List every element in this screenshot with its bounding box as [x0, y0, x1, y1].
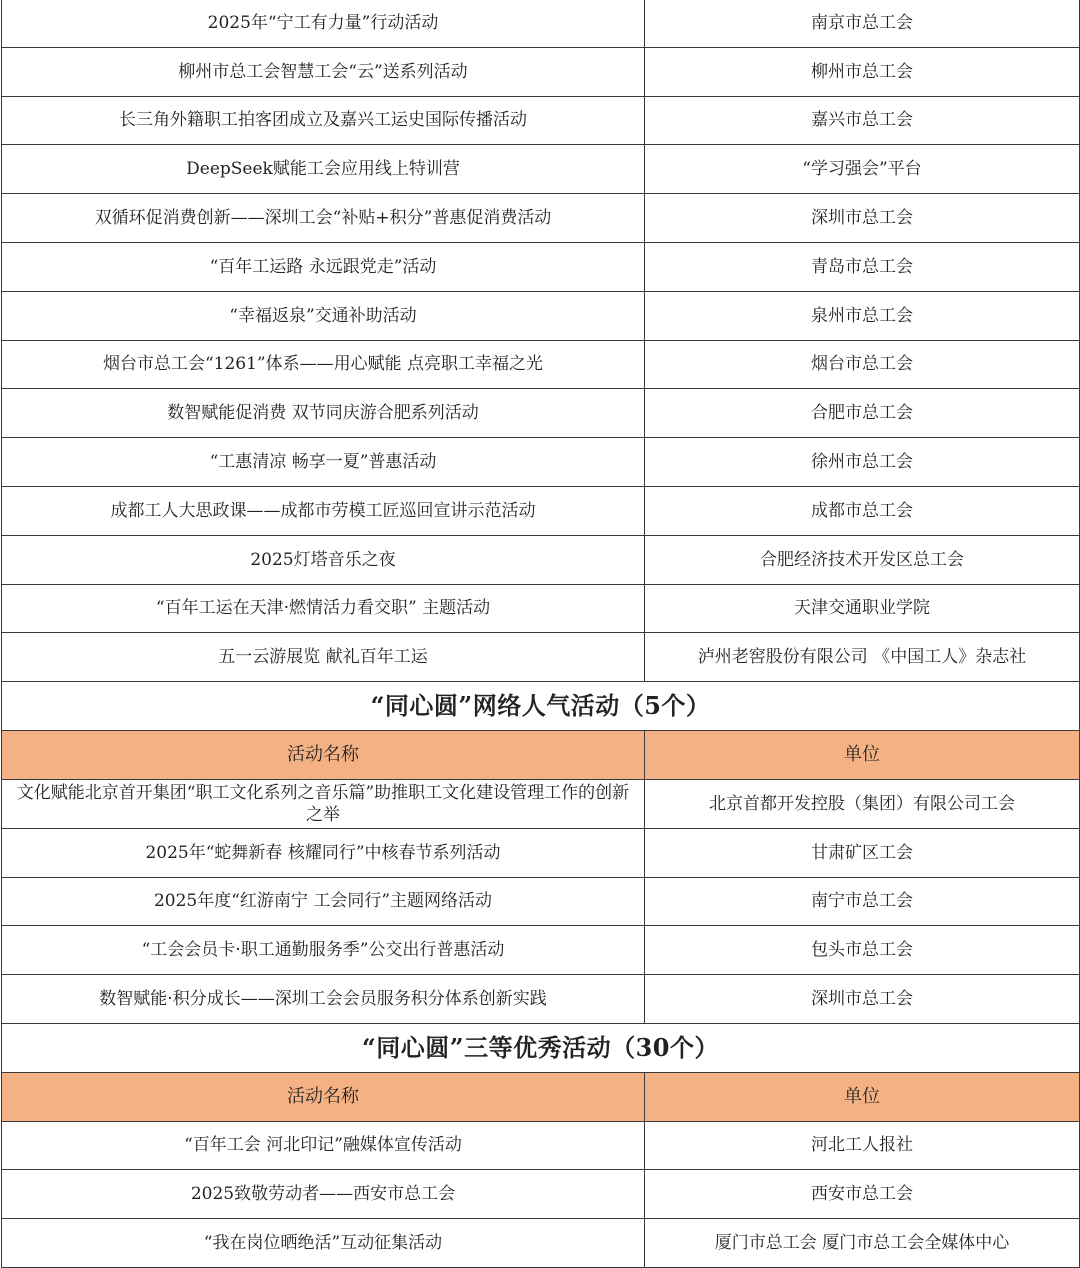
activity-name-cell: “幸福返泉”交通补助活动	[2, 291, 645, 340]
table-row	[2, 145, 1080, 194]
table-row	[2, 1170, 1080, 1219]
table-row	[2, 584, 1080, 633]
section-title: “同心圆”三等优秀活动（30个）	[2, 1023, 1080, 1072]
activity-name-cell: 长三角外籍职工拍客团成立及嘉兴工运史国际传播活动	[2, 96, 645, 145]
activity-name-cell: “工惠清凉 畅享一夏”普惠活动	[2, 438, 645, 487]
unit-cell: 包头市总工会	[645, 926, 1080, 975]
unit-cell: 合肥经济技术开发区总工会	[645, 535, 1080, 584]
table-row	[2, 0, 1080, 47]
table-row	[2, 779, 1080, 828]
table-row	[2, 486, 1080, 535]
table-row	[2, 633, 1080, 682]
unit-cell: 厦门市总工会 厦门市总工会全媒体中心	[645, 1219, 1080, 1268]
unit-cell: 烟台市总工会	[645, 340, 1080, 389]
table-row	[2, 291, 1080, 340]
unit-cell: 徐州市总工会	[645, 438, 1080, 487]
activity-table-body	[2, 0, 1080, 1267]
activity-name-cell: 烟台市总工会“1261”体系——用心赋能 点亮职工幸福之光	[2, 340, 645, 389]
table-row	[2, 389, 1080, 438]
table-row	[2, 1121, 1080, 1170]
section-title: “同心圆”网络人气活动（5个）	[2, 682, 1080, 731]
unit-cell: “学习强会”平台	[645, 145, 1080, 194]
unit-cell: 天津交通职业学院	[645, 584, 1080, 633]
column-header-activity-name: 活动名称	[2, 1072, 645, 1121]
table-row	[2, 242, 1080, 291]
activity-name-cell: 数智赋能促消费 双节同庆游合肥系列活动	[2, 389, 645, 438]
unit-cell: 深圳市总工会	[645, 194, 1080, 243]
table-row	[2, 828, 1080, 877]
table-row	[2, 877, 1080, 926]
unit-cell: 甘肃矿区工会	[645, 828, 1080, 877]
activity-name-cell: 成都工人大思政课——成都市劳模工匠巡回宣讲示范活动	[2, 486, 645, 535]
column-header-unit: 单位	[645, 1072, 1080, 1121]
activity-name-cell: “百年工运在天津·燃情活力看交职” 主题活动	[2, 584, 645, 633]
unit-cell: 深圳市总工会	[645, 975, 1080, 1024]
table-row	[2, 96, 1080, 145]
table-header-row	[2, 730, 1080, 779]
table-row	[2, 535, 1080, 584]
activity-name-cell: 2025年度“红游南宁 工会同行”主题网络活动	[2, 877, 645, 926]
activity-name-cell: 双循环促消费创新——深圳工会“补贴+积分”普惠促消费活动	[2, 194, 645, 243]
activity-table	[1, 0, 1080, 1268]
activity-name-cell: “百年工会 河北印记”融媒体宣传活动	[2, 1121, 645, 1170]
unit-cell: 南京市总工会	[645, 0, 1080, 47]
activity-name-cell: 2025灯塔音乐之夜	[2, 535, 645, 584]
column-header-unit: 单位	[645, 730, 1080, 779]
unit-cell: 成都市总工会	[645, 486, 1080, 535]
activity-name-cell: 五一云游展览 献礼百年工运	[2, 633, 645, 682]
table-row	[2, 926, 1080, 975]
activity-name-cell: 2025年“宁工有力量”行动活动	[2, 0, 645, 47]
table-row	[2, 340, 1080, 389]
section-title-row	[2, 1023, 1080, 1072]
table-row	[2, 47, 1080, 96]
activity-name-cell: “我在岗位晒绝活”互动征集活动	[2, 1219, 645, 1268]
unit-cell: 南宁市总工会	[645, 877, 1080, 926]
activity-name-cell: “百年工运路 永远跟党走”活动	[2, 242, 645, 291]
unit-cell: 合肥市总工会	[645, 389, 1080, 438]
table-row	[2, 438, 1080, 487]
section-title-row	[2, 682, 1080, 731]
activity-name-cell: 2025年“蛇舞新春 核耀同行”中核春节系列活动	[2, 828, 645, 877]
column-header-activity-name: 活动名称	[2, 730, 645, 779]
unit-cell: 泉州市总工会	[645, 291, 1080, 340]
unit-cell: 泸州老窖股份有限公司 《中国工人》杂志社	[645, 633, 1080, 682]
activity-name-cell: “工会会员卡·职工通勤服务季”公交出行普惠活动	[2, 926, 645, 975]
table-row	[2, 1219, 1080, 1268]
activity-name-cell: 柳州市总工会智慧工会“云”送系列活动	[2, 47, 645, 96]
unit-cell: 河北工人报社	[645, 1121, 1080, 1170]
activity-name-cell: 2025致敬劳动者——西安市总工会	[2, 1170, 645, 1219]
table-row	[2, 194, 1080, 243]
activity-name-cell: DeepSeek赋能工会应用线上特训营	[2, 145, 645, 194]
unit-cell: 嘉兴市总工会	[645, 96, 1080, 145]
activity-name-cell: 数智赋能·积分成长——深圳工会会员服务积分体系创新实践	[2, 975, 645, 1024]
table-header-row	[2, 1072, 1080, 1121]
table-row	[2, 975, 1080, 1024]
unit-cell: 北京首都开发控股（集团）有限公司工会	[645, 779, 1080, 828]
activity-name-cell: 文化赋能北京首开集团“职工文化系列之音乐篇”助推职工文化建设管理工作的创新之举	[2, 779, 645, 828]
unit-cell: 西安市总工会	[645, 1170, 1080, 1219]
unit-cell: 柳州市总工会	[645, 47, 1080, 96]
unit-cell: 青岛市总工会	[645, 242, 1080, 291]
